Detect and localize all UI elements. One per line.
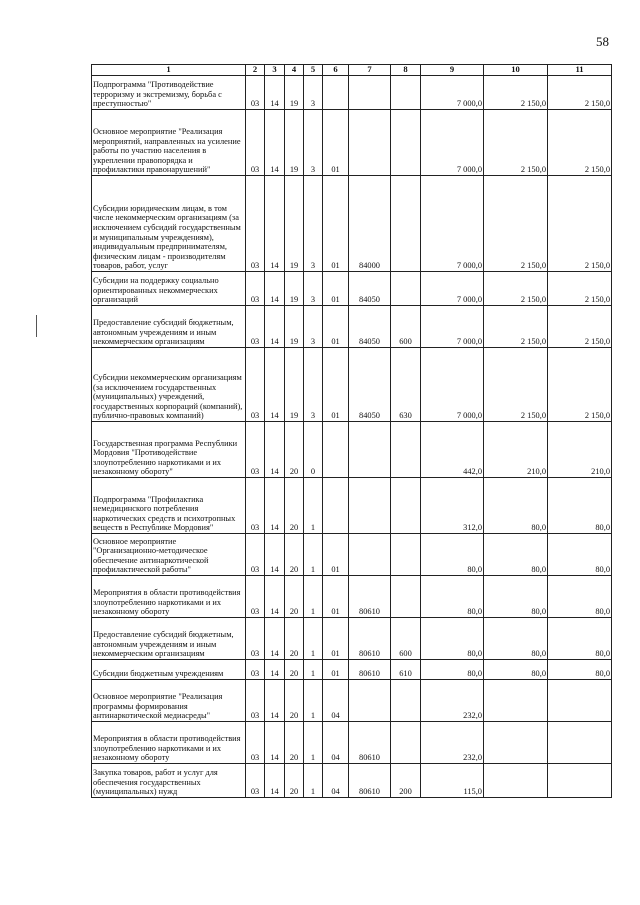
code-event: 01 bbox=[323, 660, 349, 680]
code-event: 01 bbox=[323, 272, 349, 306]
code-subsection: 14 bbox=[265, 722, 285, 764]
code-event: 01 bbox=[323, 534, 349, 576]
code-direction bbox=[349, 76, 391, 110]
code-event: 04 bbox=[323, 680, 349, 722]
code-direction: 80610 bbox=[349, 618, 391, 660]
code-subsection: 14 bbox=[265, 534, 285, 576]
code-subprogram: 1 bbox=[304, 722, 323, 764]
amount-col11: 80,0 bbox=[548, 478, 612, 534]
table-row bbox=[92, 76, 612, 110]
amount-col10: 2 150,0 bbox=[484, 76, 548, 110]
code-expense-type: 200 bbox=[391, 764, 421, 798]
code-event: 01 bbox=[323, 176, 349, 272]
row-name: Государственная программа Республики Мордовия "Противодействие злоупотреблению наркотиками и их незаконному обороту" bbox=[92, 422, 246, 478]
amount-col10 bbox=[484, 722, 548, 764]
amount-col11: 80,0 bbox=[548, 660, 612, 680]
amount-col11: 80,0 bbox=[548, 576, 612, 618]
code-program: 20 bbox=[285, 680, 304, 722]
code-expense-type bbox=[391, 272, 421, 306]
amount-col10: 210,0 bbox=[484, 422, 548, 478]
code-subsection: 14 bbox=[265, 680, 285, 722]
code-subsection: 14 bbox=[265, 660, 285, 680]
code-program: 19 bbox=[285, 110, 304, 176]
amount-col11: 2 150,0 bbox=[548, 76, 612, 110]
amount-col11: 2 150,0 bbox=[548, 272, 612, 306]
column-header: 6 bbox=[323, 65, 349, 76]
table-row bbox=[92, 618, 612, 660]
amount-col9: 80,0 bbox=[421, 576, 484, 618]
amount-col10: 2 150,0 bbox=[484, 348, 548, 422]
code-expense-type bbox=[391, 534, 421, 576]
budget-table bbox=[91, 64, 612, 798]
code-program: 20 bbox=[285, 764, 304, 798]
code-expense-type: 600 bbox=[391, 618, 421, 660]
column-header: 9 bbox=[421, 65, 484, 76]
amount-col11: 80,0 bbox=[548, 534, 612, 576]
column-header: 8 bbox=[391, 65, 421, 76]
code-direction: 84050 bbox=[349, 348, 391, 422]
code-program: 20 bbox=[285, 534, 304, 576]
table-row bbox=[92, 764, 612, 798]
code-subprogram: 0 bbox=[304, 422, 323, 478]
code-subprogram: 1 bbox=[304, 680, 323, 722]
code-direction bbox=[349, 110, 391, 176]
code-direction bbox=[349, 478, 391, 534]
code-event: 01 bbox=[323, 110, 349, 176]
code-section: 03 bbox=[246, 110, 265, 176]
code-event: 01 bbox=[323, 576, 349, 618]
code-subprogram: 1 bbox=[304, 576, 323, 618]
code-section: 03 bbox=[246, 660, 265, 680]
code-subprogram: 3 bbox=[304, 306, 323, 348]
table-row bbox=[92, 176, 612, 272]
code-subprogram: 3 bbox=[304, 110, 323, 176]
code-direction: 80610 bbox=[349, 660, 391, 680]
code-subsection: 14 bbox=[265, 76, 285, 110]
code-expense-type bbox=[391, 576, 421, 618]
code-section: 03 bbox=[246, 272, 265, 306]
code-event: 01 bbox=[323, 306, 349, 348]
code-section: 03 bbox=[246, 348, 265, 422]
column-header: 5 bbox=[304, 65, 323, 76]
column-header: 11 bbox=[548, 65, 612, 76]
row-name: Основное мероприятие "Реализация программы формирования антинаркотической медиасреды" bbox=[92, 680, 246, 722]
amount-col10: 80,0 bbox=[484, 478, 548, 534]
amount-col11: 2 150,0 bbox=[548, 110, 612, 176]
code-subsection: 14 bbox=[265, 110, 285, 176]
code-event bbox=[323, 76, 349, 110]
code-subsection: 14 bbox=[265, 618, 285, 660]
code-expense-type bbox=[391, 76, 421, 110]
code-subsection: 14 bbox=[265, 478, 285, 534]
row-name: Закупка товаров, работ и услуг для обеспечения государственных (муниципальных) нужд bbox=[92, 764, 246, 798]
amount-col11 bbox=[548, 680, 612, 722]
code-subprogram: 1 bbox=[304, 534, 323, 576]
amount-col10: 2 150,0 bbox=[484, 110, 548, 176]
amount-col10 bbox=[484, 680, 548, 722]
code-program: 19 bbox=[285, 272, 304, 306]
amount-col10: 2 150,0 bbox=[484, 306, 548, 348]
amount-col9: 80,0 bbox=[421, 534, 484, 576]
code-program: 20 bbox=[285, 722, 304, 764]
code-expense-type bbox=[391, 110, 421, 176]
code-subsection: 14 bbox=[265, 272, 285, 306]
code-section: 03 bbox=[246, 478, 265, 534]
table-row bbox=[92, 722, 612, 764]
row-name: Предоставление субсидий бюджетным, автономным учреждениям и иным некоммерческим организациям bbox=[92, 618, 246, 660]
code-expense-type bbox=[391, 722, 421, 764]
code-direction bbox=[349, 422, 391, 478]
column-header: 4 bbox=[285, 65, 304, 76]
code-section: 03 bbox=[246, 176, 265, 272]
row-name: Субсидии на поддержку социально ориентированных некоммерческих организаций bbox=[92, 272, 246, 306]
code-event bbox=[323, 422, 349, 478]
table-row bbox=[92, 272, 612, 306]
table-header-row bbox=[92, 65, 612, 76]
page-number: 58 bbox=[596, 34, 609, 49]
code-subprogram: 1 bbox=[304, 660, 323, 680]
amount-col9: 7 000,0 bbox=[421, 110, 484, 176]
table-row bbox=[92, 348, 612, 422]
row-name: Основное мероприятие "Организационно-методическое обеспечение антинаркотической профилактической работы" bbox=[92, 534, 246, 576]
row-name: Субсидии некоммерческим организациям (за исключением государственных (муниципальных) учреждений, государственных корпораций (компаний), публично-правовых компаний) bbox=[92, 348, 246, 422]
code-expense-type bbox=[391, 478, 421, 534]
amount-col9: 115,0 bbox=[421, 764, 484, 798]
table-row bbox=[92, 680, 612, 722]
code-subsection: 14 bbox=[265, 306, 285, 348]
amount-col11: 2 150,0 bbox=[548, 306, 612, 348]
amount-col9: 232,0 bbox=[421, 722, 484, 764]
table-row bbox=[92, 306, 612, 348]
amount-col11: 2 150,0 bbox=[548, 176, 612, 272]
amount-col10: 80,0 bbox=[484, 660, 548, 680]
table-row bbox=[92, 422, 612, 478]
code-section: 03 bbox=[246, 680, 265, 722]
code-direction: 84050 bbox=[349, 306, 391, 348]
margin-mark bbox=[36, 315, 37, 337]
code-event: 04 bbox=[323, 764, 349, 798]
code-program: 20 bbox=[285, 576, 304, 618]
table-row bbox=[92, 478, 612, 534]
table-row bbox=[92, 110, 612, 176]
amount-col9: 7 000,0 bbox=[421, 76, 484, 110]
code-program: 20 bbox=[285, 422, 304, 478]
amount-col10: 2 150,0 bbox=[484, 176, 548, 272]
column-header: 1 bbox=[92, 65, 246, 76]
code-direction: 80610 bbox=[349, 576, 391, 618]
code-expense-type bbox=[391, 176, 421, 272]
code-direction: 80610 bbox=[349, 722, 391, 764]
code-expense-type: 630 bbox=[391, 348, 421, 422]
amount-col9: 80,0 bbox=[421, 660, 484, 680]
code-subsection: 14 bbox=[265, 576, 285, 618]
code-subprogram: 1 bbox=[304, 764, 323, 798]
amount-col9: 7 000,0 bbox=[421, 306, 484, 348]
amount-col9: 80,0 bbox=[421, 618, 484, 660]
code-event: 01 bbox=[323, 348, 349, 422]
amount-col11: 210,0 bbox=[548, 422, 612, 478]
column-header: 7 bbox=[349, 65, 391, 76]
code-expense-type: 610 bbox=[391, 660, 421, 680]
code-section: 03 bbox=[246, 618, 265, 660]
code-direction: 80610 bbox=[349, 764, 391, 798]
code-direction: 84000 bbox=[349, 176, 391, 272]
code-program: 19 bbox=[285, 306, 304, 348]
column-header: 10 bbox=[484, 65, 548, 76]
code-expense-type bbox=[391, 422, 421, 478]
row-name: Подпрограмма "Противодействие терроризму и экстремизму, борьба с преступностью" bbox=[92, 76, 246, 110]
amount-col10: 80,0 bbox=[484, 618, 548, 660]
table-row bbox=[92, 660, 612, 680]
amount-col10: 80,0 bbox=[484, 576, 548, 618]
amount-col11 bbox=[548, 764, 612, 798]
column-header: 3 bbox=[265, 65, 285, 76]
code-direction bbox=[349, 680, 391, 722]
row-name: Субсидии юридическим лицам, в том числе некоммерческим организациям (за исключением субсидий государственным и муниципальным учреждениям), индивидуальным предпринимателям, физическим лицам - производителям товаров, работ, услуг bbox=[92, 176, 246, 272]
code-subprogram: 3 bbox=[304, 76, 323, 110]
code-section: 03 bbox=[246, 722, 265, 764]
table-row bbox=[92, 576, 612, 618]
code-event: 04 bbox=[323, 722, 349, 764]
code-direction: 84050 bbox=[349, 272, 391, 306]
row-name: Мероприятия в области противодействия злоупотреблению наркотиками и их незаконному обороту bbox=[92, 576, 246, 618]
code-subprogram: 1 bbox=[304, 618, 323, 660]
code-subprogram: 1 bbox=[304, 478, 323, 534]
amount-col11 bbox=[548, 722, 612, 764]
code-program: 19 bbox=[285, 348, 304, 422]
amount-col10: 2 150,0 bbox=[484, 272, 548, 306]
code-subprogram: 3 bbox=[304, 348, 323, 422]
amount-col11: 2 150,0 bbox=[548, 348, 612, 422]
code-section: 03 bbox=[246, 764, 265, 798]
code-section: 03 bbox=[246, 306, 265, 348]
column-header: 2 bbox=[246, 65, 265, 76]
code-expense-type bbox=[391, 680, 421, 722]
code-section: 03 bbox=[246, 76, 265, 110]
amount-col9: 232,0 bbox=[421, 680, 484, 722]
code-subsection: 14 bbox=[265, 764, 285, 798]
row-name: Основное мероприятие "Реализация мероприятий, направленных на усиление работы по участию населения в укреплении правопорядка и профилактики правонарушений" bbox=[92, 110, 246, 176]
code-section: 03 bbox=[246, 534, 265, 576]
code-expense-type: 600 bbox=[391, 306, 421, 348]
row-name: Мероприятия в области противодействия злоупотреблению наркотиками и их незаконному обороту bbox=[92, 722, 246, 764]
row-name: Подпрограмма "Профилактика немедицинского потребления наркотических средств и психотропных веществ в Республике Мордовия" bbox=[92, 478, 246, 534]
code-event: 01 bbox=[323, 618, 349, 660]
code-program: 20 bbox=[285, 478, 304, 534]
table-row bbox=[92, 534, 612, 576]
amount-col9: 442,0 bbox=[421, 422, 484, 478]
code-section: 03 bbox=[246, 422, 265, 478]
code-subprogram: 3 bbox=[304, 176, 323, 272]
code-program: 19 bbox=[285, 76, 304, 110]
amount-col10 bbox=[484, 764, 548, 798]
amount-col9: 312,0 bbox=[421, 478, 484, 534]
amount-col9: 7 000,0 bbox=[421, 348, 484, 422]
code-section: 03 bbox=[246, 576, 265, 618]
amount-col10: 80,0 bbox=[484, 534, 548, 576]
code-subsection: 14 bbox=[265, 176, 285, 272]
amount-col9: 7 000,0 bbox=[421, 176, 484, 272]
amount-col9: 7 000,0 bbox=[421, 272, 484, 306]
code-program: 19 bbox=[285, 176, 304, 272]
code-event bbox=[323, 478, 349, 534]
code-subsection: 14 bbox=[265, 348, 285, 422]
code-subsection: 14 bbox=[265, 422, 285, 478]
row-name: Субсидии бюджетным учреждениям bbox=[92, 660, 246, 680]
code-program: 20 bbox=[285, 660, 304, 680]
amount-col11: 80,0 bbox=[548, 618, 612, 660]
code-program: 20 bbox=[285, 618, 304, 660]
code-subprogram: 3 bbox=[304, 272, 323, 306]
row-name: Предоставление субсидий бюджетным, автономным учреждениям и иным некоммерческим организациям bbox=[92, 306, 246, 348]
code-direction bbox=[349, 534, 391, 576]
